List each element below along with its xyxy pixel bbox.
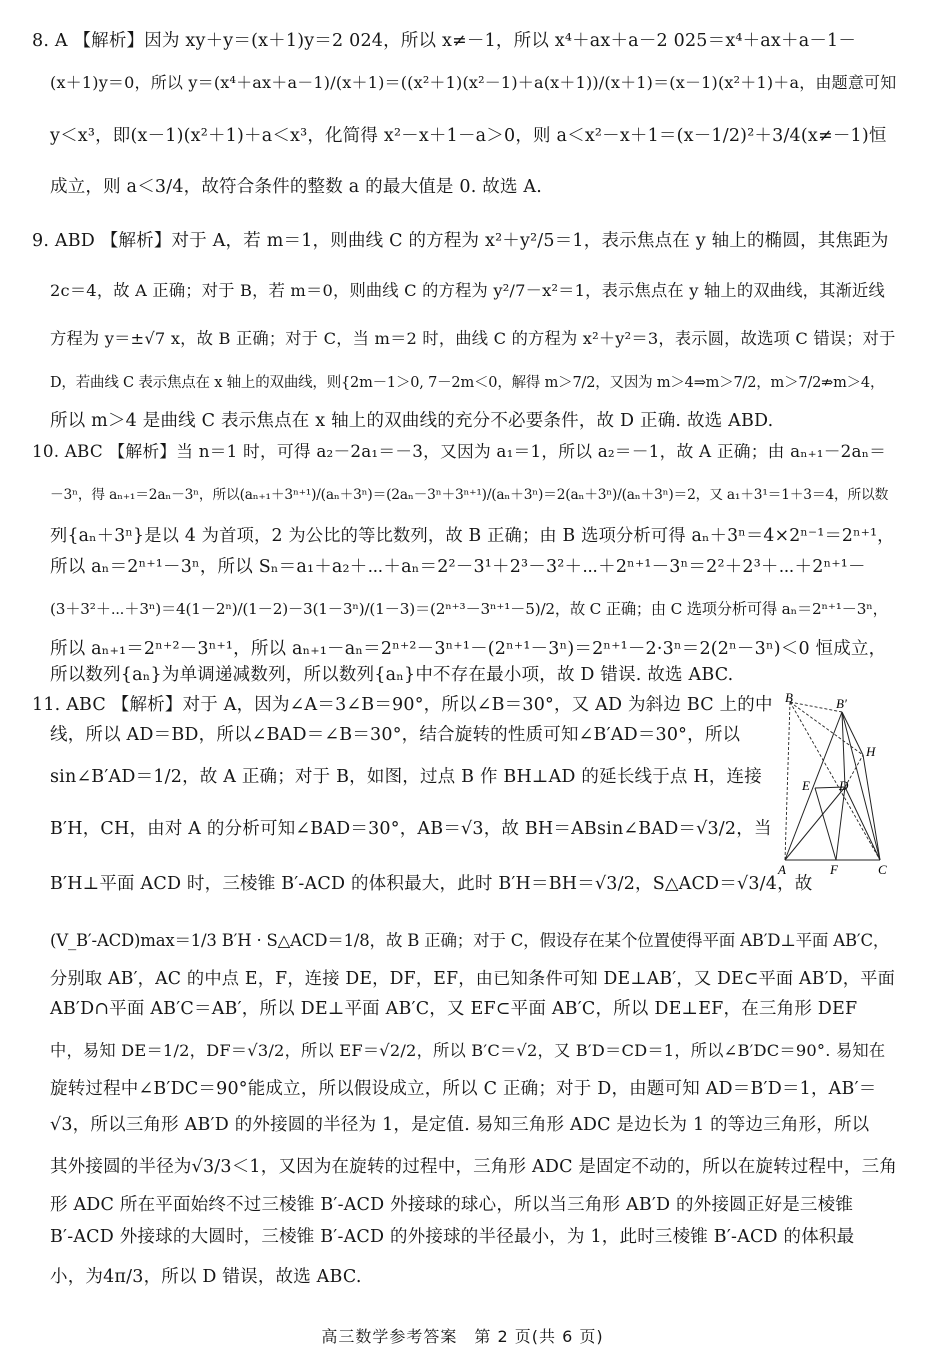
p11-line-1: 11. ABC 【解析】对于 A，因为∠A＝3∠B＝90°，所以∠B＝30°，又 AD 为斜边 BC 上的中	[32, 695, 773, 715]
p11-line-10: 旋转过程中∠B′DC＝90°能成立，所以假设成立，所以 C 正确；对于 D，由题可知 AD＝B′D＝1，AB′＝	[50, 1079, 877, 1099]
label-C: C	[878, 862, 887, 877]
tetrahedron-figure	[770, 690, 900, 882]
p11-line-6: (V_B′-ACD)max＝1/3 B′H · S△ACD＝1/8，故 B 正确；对于 C，假设存在某个位置使得平面 AB′D⊥平面 AB′C，	[50, 931, 890, 950]
p11-line-5: B′H⊥平面 ACD 时，三棱锥 B′-ACD 的体积最大，此时 B′H＝BH＝√3/2，S△ACD＝√3/4，故	[50, 874, 813, 894]
p9-line-3: 方程为 y＝±√7 x，故 B 正确；对于 C，当 m＝2 时，曲线 C 的方程为 x²＋y²＝3，表示圆，故选项 C 错误；对于	[50, 329, 896, 348]
edge-DF	[836, 787, 845, 860]
p11-line-3: sin∠B′AD＝1/2，故 A 正确；对于 B，如图，过点 B 作 BH⊥AD 的延长线于点 H，连接	[50, 767, 762, 787]
p9-line-2: 2c＝4，故 A 正确；对于 B，若 m＝0，则曲线 C 的方程为 y²/7－x²＝1，表示焦点在 y 轴上的双曲线，其渐近线	[50, 281, 885, 300]
p10-line-6: 所以 aₙ₊₁＝2ⁿ⁺²－3ⁿ⁺¹，所以 aₙ₊₁－aₙ＝2ⁿ⁺²－3ⁿ⁺¹－(2ⁿ⁺¹－3ⁿ)＝2ⁿ⁺¹－2·3ⁿ＝2(2ⁿ－3ⁿ)＜0 恒成立，	[50, 639, 887, 659]
p11-line-14: B′-ACD 外接球的大圆时，三棱锥 B′-ACD 的外接球的半径最小，为 1，此时三棱锥 B′-ACD 的体积最	[50, 1227, 855, 1247]
edge-AD	[785, 787, 845, 860]
p11-line-9: 中，易知 DE＝1/2，DF＝√3/2，所以 EF＝√2/2，所以 B′C＝√2，又 B′D＝CD＝1，所以∠B′DC＝90°. 易知在	[50, 1041, 886, 1060]
p11-line-12: 其外接圆的半径为√3/3＜1，又因为在旋转的过程中，三角形 ADC 是固定不动的，所以在旋转过程中，三角	[50, 1157, 898, 1177]
edge-B1H	[842, 712, 863, 755]
p11-line-11: √3，所以三角形 AB′D 的外接圆的半径为 1，是定值. 易知三角形 ADC 是边长为 1 的等边三角形，所以	[50, 1115, 870, 1135]
p10-line-5: (3＋3²＋⋯＋3ⁿ)＝4(1－2ⁿ)/(1－2)－3(1－3ⁿ)/(1－3)＝(2ⁿ⁺³－3ⁿ⁺¹－5)/2，故 C 正确；由 C 选项分析可得 aₙ＝2ⁿ⁺¹－3ⁿ，	[50, 600, 888, 618]
page-footer: 高三数学参考答案 第 2 页(共 6 页)	[321, 1327, 604, 1346]
p11-line-13: 形 ADC 所在平面始终不过三棱锥 B′-ACD 外接球的球心，所以当三角形 AB′D 的外接圆正好是三棱锥	[50, 1195, 854, 1215]
edge-DC	[845, 787, 880, 860]
p10-line-4: 所以 aₙ＝2ⁿ⁺¹－3ⁿ，所以 Sₙ＝a₁＋a₂＋⋯＋aₙ＝2²－3¹＋2³－3²＋⋯＋2ⁿ⁺¹－3ⁿ＝2²＋2³＋⋯＋2ⁿ⁺¹－	[50, 557, 866, 577]
label-B: B	[785, 690, 793, 705]
p8-line-3: y＜x³，即(x－1)(x²＋1)＋a＜x³，化简得 x²－x＋1－a＞0，则 a＜x²－x＋1＝(x－1/2)²＋3/4(x≠－1)恒	[50, 126, 887, 146]
label-E: E	[802, 778, 810, 793]
label-F: F	[830, 862, 838, 877]
dashed-BH	[790, 702, 863, 755]
p10-line-1: 10. ABC 【解析】当 n＝1 时，可得 a₂－2a₁＝－3，又因为 a₁＝1，所以 a₂＝－1，故 A 正确；由 aₙ₊₁－2aₙ＝	[32, 441, 887, 461]
label-H: H	[866, 744, 876, 759]
p9-line-4: D，若曲线 C 表示焦点在 x 轴上的双曲线，则{2m－1＞0, 7－2m＜0，解得 m＞7/2，又因为 m＞4⇒m＞7/2，m＞7/2⇏m＞4，	[50, 375, 885, 391]
p8-line-1: 8. A 【解析】因为 xy＋y＝(x＋1)y＝2 024，所以 x≠－1，所以 x⁴＋ax＋a－2 025＝x⁴＋ax＋a－1－	[32, 31, 857, 51]
p11-line-15: 小，为4π/3，所以 D 错误，故选 ABC.	[50, 1267, 362, 1287]
p9-line-5: 所以 m＞4 是曲线 C 表示焦点在 x 轴上的双曲线的充分不必要条件，故 D 正确. 故选 ABD.	[50, 411, 774, 431]
p9-line-1: 9. ABD 【解析】对于 A，若 m＝1，则曲线 C 的方程为 x²＋y²/5＝1，表示焦点在 y 轴上的椭圆，其焦距为	[32, 231, 889, 251]
edge-AB1	[785, 712, 842, 860]
p11-line-8: AB′D∩平面 AB′C＝AB′，所以 DE⊥平面 AB′C，又 EF⊂平面 AB′C，所以 DE⊥EF，在三角形 DEF	[50, 999, 858, 1019]
p10-line-2: －3ⁿ，得 aₙ₊₁＝2aₙ－3ⁿ，所以(aₙ₊₁＋3ⁿ⁺¹)/(aₙ＋3ⁿ)＝(2aₙ－3ⁿ＋3ⁿ⁺¹)/(aₙ＋3ⁿ)＝2(aₙ＋3ⁿ)/(aₙ＋3ⁿ)＝2，又 a₁＋3¹＝1＋3＝4，所以数	[50, 487, 889, 503]
p11-line-7: 分别取 AB′，AC 的中点 E，F，连接 DE，DF，EF，由已知条件可知 DE⊥AB′，又 DE⊂平面 AB′D，平面	[50, 969, 896, 989]
p11-line-4: B′H，CH，由对 A 的分析可知∠BAD＝30°，AB＝√3，故 BH＝ABsin∠BAD＝√3/2，当	[50, 819, 772, 839]
p8-line-4: 成立，则 a＜3/4，故符合条件的整数 a 的最大值是 0. 故选 A.	[50, 177, 543, 197]
label-A: A	[778, 862, 786, 877]
p10-line-3: 列{aₙ＋3ⁿ}是以 4 为首项，2 为公比的等比数列，故 B 正确；由 B 选项分析可得 aₙ＋3ⁿ＝4×2ⁿ⁻¹＝2ⁿ⁺¹，	[50, 526, 895, 546]
p11-line-2: 线，所以 AD＝BD，所以∠BAD＝∠B＝30°，结合旋转的性质可知∠B′AD＝30°，所以	[50, 725, 741, 745]
p8-line-2: (x＋1)y＝0，所以 y＝(x⁴＋ax＋a－1)/(x＋1)＝((x²＋1)(x²－1)＋a(x＋1))/(x＋1)＝(x－1)(x²＋1)＋a，由题意可知	[50, 73, 897, 92]
p10-line-7: 所以数列{aₙ}为单调递减数列，所以数列{aₙ}中不存在最小项，故 D 错误. 故选 ABC.	[50, 665, 734, 685]
edge-HC	[863, 755, 880, 860]
dashed-BA	[785, 702, 790, 860]
label-B-prime: B′	[836, 696, 847, 711]
edge-EF	[815, 788, 836, 860]
label-D: D	[839, 778, 849, 793]
dashed-BB1	[790, 702, 842, 712]
